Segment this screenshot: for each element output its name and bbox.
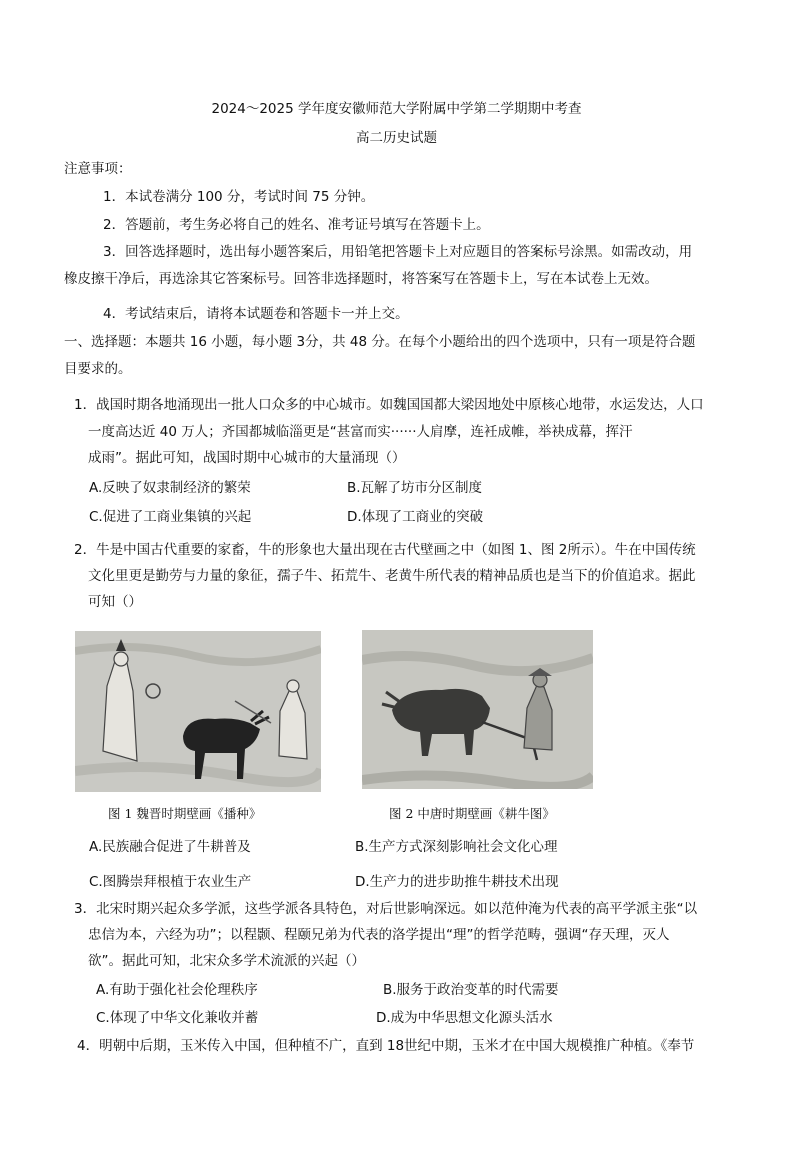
question-1-option-b[interactable]: B.瓦解了坊市分区制度 — [347, 480, 483, 496]
notice-heading: 注意事项： — [64, 161, 132, 177]
question-2-option-d[interactable]: D.生产力的进步助推牛耕技术出现 — [355, 874, 559, 890]
exam-subtitle: 高二历史试题 — [356, 130, 437, 146]
question-3-option-a[interactable]: A.有助于强化社会伦理秩序 — [96, 982, 258, 998]
question-2-option-b[interactable]: B.生产方式深刻影响社会文化心理 — [355, 839, 558, 855]
question-2-option-c[interactable]: C.图腾崇拜根植于农业生产 — [89, 874, 252, 890]
question-3-stem: 忠信为本，六经为功”；以程颢、程颐兄弟为代表的洛学提出“理”的哲学范畴，强调“存天理，灭人 — [88, 927, 670, 943]
section-heading-cont: 目要求的。 — [64, 361, 132, 377]
question-1-option-a[interactable]: A.反映了奴隶制经济的繁荣 — [89, 480, 251, 496]
question-3-option-d[interactable]: D.成为中华思想文化源头活水 — [376, 1010, 553, 1026]
question-2-stem: 可知（） — [88, 594, 142, 610]
question-1-stem: 成雨”。据此可知，战国时期中心城市的大量涌现（） — [88, 450, 406, 466]
notice-item: 2．答题前，考生务必将自己的姓名、准考证号填写在答题卡上。 — [103, 217, 490, 233]
question-1-stem: 1．战国时期各地涌现出一批人口众多的中心城市。如魏国国都大梁因地处中原核心地带，水运发达，人口 — [74, 397, 704, 413]
question-3-stem: 3．北宋时期兴起众多学派，这些学派各具特色，对后世影响深远。如以范仲淹为代表的高平学派主张“以 — [74, 901, 698, 917]
notice-item: 4．考试结束后，请将本试题卷和答题卡一并上交。 — [103, 306, 409, 322]
question-1-stem: 一度高达近 40 万人；齐国都城临淄更是“甚富而实······人肩摩，连衽成帷，举袂成幕，挥汗 — [88, 424, 633, 440]
question-1-option-c[interactable]: C.促进了工商业集镇的兴起 — [89, 509, 252, 525]
exam-title: 2024～2025 学年度安徽师范大学附属中学第二学期期中考查 — [211, 101, 582, 117]
question-2-stem: 文化里更是勤劳与力量的象征，孺子牛、拓荒牛、老黄牛所代表的精神品质也是当下的价值追求。据此 — [88, 568, 696, 584]
figure-2-mural-image — [362, 630, 593, 789]
question-4-stem: 4．明朝中后期，玉米传入中国，但种植不广，直到 18世纪中期，玉米才在中国大规模推广种植。《奉节 — [77, 1038, 695, 1054]
question-1-option-d[interactable]: D.体现了工商业的突破 — [347, 509, 484, 525]
figure-1-mural-image — [75, 631, 321, 792]
figure-2-caption: 图 2 中唐时期壁画《耕牛图》 — [389, 806, 555, 821]
notice-item: 橡皮擦干净后，再选涂其它答案标号。回答非选择题时，将答案写在答题卡上，写在本试卷上无效。 — [64, 271, 658, 287]
question-3-stem: 欲”。据此可知，北宋众多学术流派的兴起（） — [88, 953, 365, 969]
question-3-option-b[interactable]: B.服务于政治变革的时代需要 — [383, 982, 559, 998]
notice-item: 1．本试卷满分 100 分，考试时间 75 分钟。 — [103, 189, 375, 205]
question-2-option-a[interactable]: A.民族融合促进了牛耕普及 — [89, 839, 251, 855]
question-2-stem: 2．牛是中国古代重要的家畜，牛的形象也大量出现在古代壁画之中（如图 1、图 2所示）。牛在中国传统 — [74, 542, 696, 558]
figure-1-caption: 图 1 魏晋时期壁画《播种》 — [108, 806, 262, 821]
question-3-option-c[interactable]: C.体现了中华文化兼收并蓄 — [96, 1010, 259, 1026]
notice-item: 3．回答选择题时，选出每小题答案后，用铅笔把答题卡上对应题目的答案标号涂黑。如需改动，用 — [103, 244, 693, 260]
section-heading: 一、选择题：本题共 16 小题，每小题 3分，共 48 分。在每个小题给出的四个选项中，只有一项是符合题 — [64, 334, 696, 350]
